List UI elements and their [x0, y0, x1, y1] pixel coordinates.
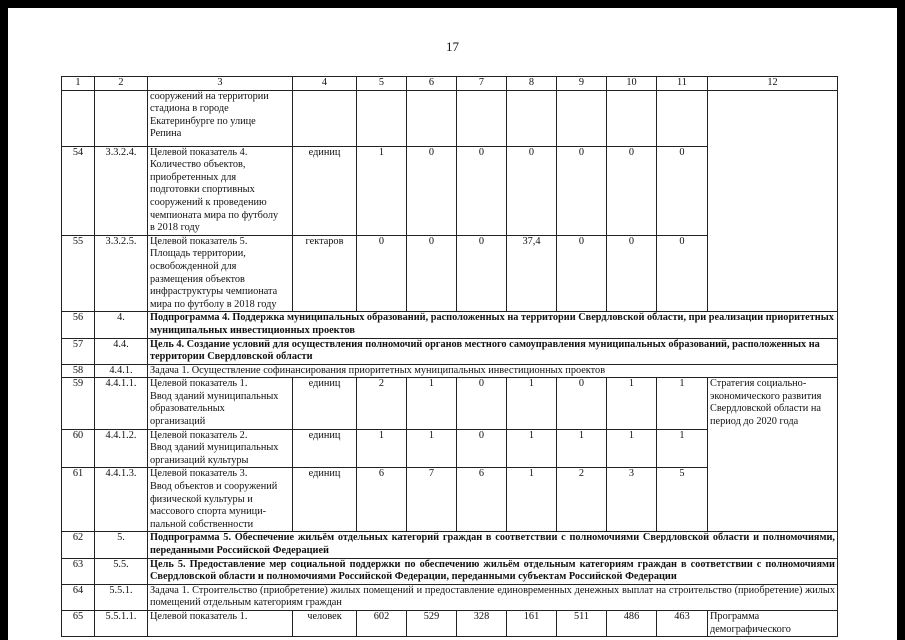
table-row: 61 4.4.1.3. Целевой показатель 3. Ввод объектов и сооружений физической культуры и массового спорта муници- пальной собственности единиц 6 7 6 1 2 3 5: [62, 468, 838, 532]
indicator-text: Целевой показатель 5. Площадь территории, освобожденной для размещения объектов инфраструктуры чемпионата мира по футболу в 2018 году: [148, 235, 293, 312]
source-document: Программа демографического: [708, 610, 838, 636]
header-cell: 7: [457, 77, 507, 91]
header-cell: 9: [557, 77, 607, 91]
page-number: 17: [446, 39, 459, 54]
header-cell: 11: [657, 77, 708, 91]
header-cell: 3: [148, 77, 293, 91]
header-cell: 8: [507, 77, 557, 91]
table-row: 57 4.4. Цель 4. Создание условий для осуществления полномочий органов местного самоуправления муниципальных образований, расположенных на территории Свердловской области: [62, 338, 838, 364]
header-cell: 2: [95, 77, 148, 91]
table-row: 63 5.5. Цель 5. Предоставление мер социальной поддержки по обеспечению жильём отдельным категориям граждан в соответствии с полномочиями Свердловской области и полномочиями Российской Федерации, переданными субъектам Российской Федерации: [62, 558, 838, 584]
header-cell: 1: [62, 77, 95, 91]
table-row: 65 5.5.1.1. Целевой показатель 1. человек 602 529 328 161 511 486 463 Программа демографического: [62, 610, 838, 636]
goal-title: Цель 5. Предоставление мер социальной поддержки по обеспечению жильём отдельным категориям граждан в соответствии с полномочиями Свердловской области и полномочиями Российской Федерации, переданными субъектам Российской Федерации: [148, 558, 838, 584]
indicator-text: сооружений на территории стадиона в городе Екатеринбурге по улице Репина: [148, 90, 293, 146]
indicator-text: Целевой показатель 2. Ввод зданий муниципальных организаций культуры: [148, 429, 293, 468]
task-title: Задача 1. Осуществление софинансирования приоритетных муниципальных инвестиционных проектов: [148, 364, 838, 378]
table-row: [62, 90, 838, 146]
table-row: 55 3.3.2.5. Целевой показатель 5. Площадь территории, освобожденной для размещения объектов инфраструктуры чемпионата мира по футболу в 2018 году гектаров 0 0 0 37,4 0 0 0: [62, 235, 838, 312]
table-row: 54 3.3.2.4. Целевой показатель 4. Количество объектов, приобретенных для подготовки спортивных сооружений к проведению чемпионата мира по футболу в 2018 году единиц 1 0 0 0 0 0 0: [62, 146, 838, 235]
header-cell: 6: [407, 77, 457, 91]
subprogram-title: Подпрограмма 5. Обеспечение жильём отдельных категорий граждан в соответствии с полномочиями Свердловской области и полномочиями, переданными Российской Федерацией: [148, 532, 838, 558]
indicator-text: Целевой показатель 1.: [148, 610, 293, 636]
header-cell: 5: [357, 77, 407, 91]
header-cell: 4: [293, 77, 357, 91]
document-page: [8, 8, 897, 640]
table-row: 59 4.4.1.1. Целевой показатель 1. Ввод зданий муниципальных образовательных организаций единиц 2 1 0 1 0 1 1 Стратегия социально- экономического развития Свердловской области на период до 2020 года: [62, 378, 838, 429]
task-title: Задача 1. Строительство (приобретение) жилых помещений и предоставление единовременных денежных выплат на строительство (приобретение) жилых помещений отдельным категориям граждан: [148, 584, 838, 610]
table-row: 60 4.4.1.2. Целевой показатель 2. Ввод зданий муниципальных организаций культуры единиц 1 1 0 1 1 1 1: [62, 429, 838, 468]
goal-title: Цель 4. Создание условий для осуществления полномочий органов местного самоуправления муниципальных образований, расположенных на территории Свердловской области: [148, 338, 838, 364]
header-cell: 10: [607, 77, 657, 91]
source-document: Стратегия социально- экономического развития Свердловской области на период до 2020 года: [708, 378, 838, 532]
table-row: 58 4.4.1. Задача 1. Осуществление софинансирования приоритетных муниципальных инвестиционных проектов: [62, 364, 838, 378]
table-row: 62 5. Подпрограмма 5. Обеспечение жильём отдельных категорий граждан в соответствии с полномочиями Свердловской области и полномочиями, переданными Российской Федерацией: [62, 532, 838, 558]
table-row: 56 4. Подпрограмма 4. Поддержка муниципальных образований, расположенных на территории Свердловской области, при реализации приоритетных муниципальных инвестиционных проектов: [62, 312, 838, 338]
indicator-text: Целевой показатель 4. Количество объектов, приобретенных для подготовки спортивных сооружений к проведению чемпионата мира по футболу в 2018 году: [148, 146, 293, 235]
column-numbers-row: [62, 77, 838, 91]
indicators-table: [61, 76, 838, 637]
indicator-text: Целевой показатель 3. Ввод объектов и сооружений физической культуры и массового спорта муници- пальной собственности: [148, 468, 293, 532]
header-cell: 12: [708, 77, 838, 91]
indicator-text: Целевой показатель 1. Ввод зданий муниципальных образовательных организаций: [148, 378, 293, 429]
subprogram-title: Подпрограмма 4. Поддержка муниципальных образований, расположенных на территории Свердловской области, при реализации приоритетных муниципальных инвестиционных проектов: [148, 312, 838, 338]
table-row: 64 5.5.1. Задача 1. Строительство (приобретение) жилых помещений и предоставление единовременных денежных выплат на строительство (приобретение) жилых помещений отдельным категориям граждан: [62, 584, 838, 610]
